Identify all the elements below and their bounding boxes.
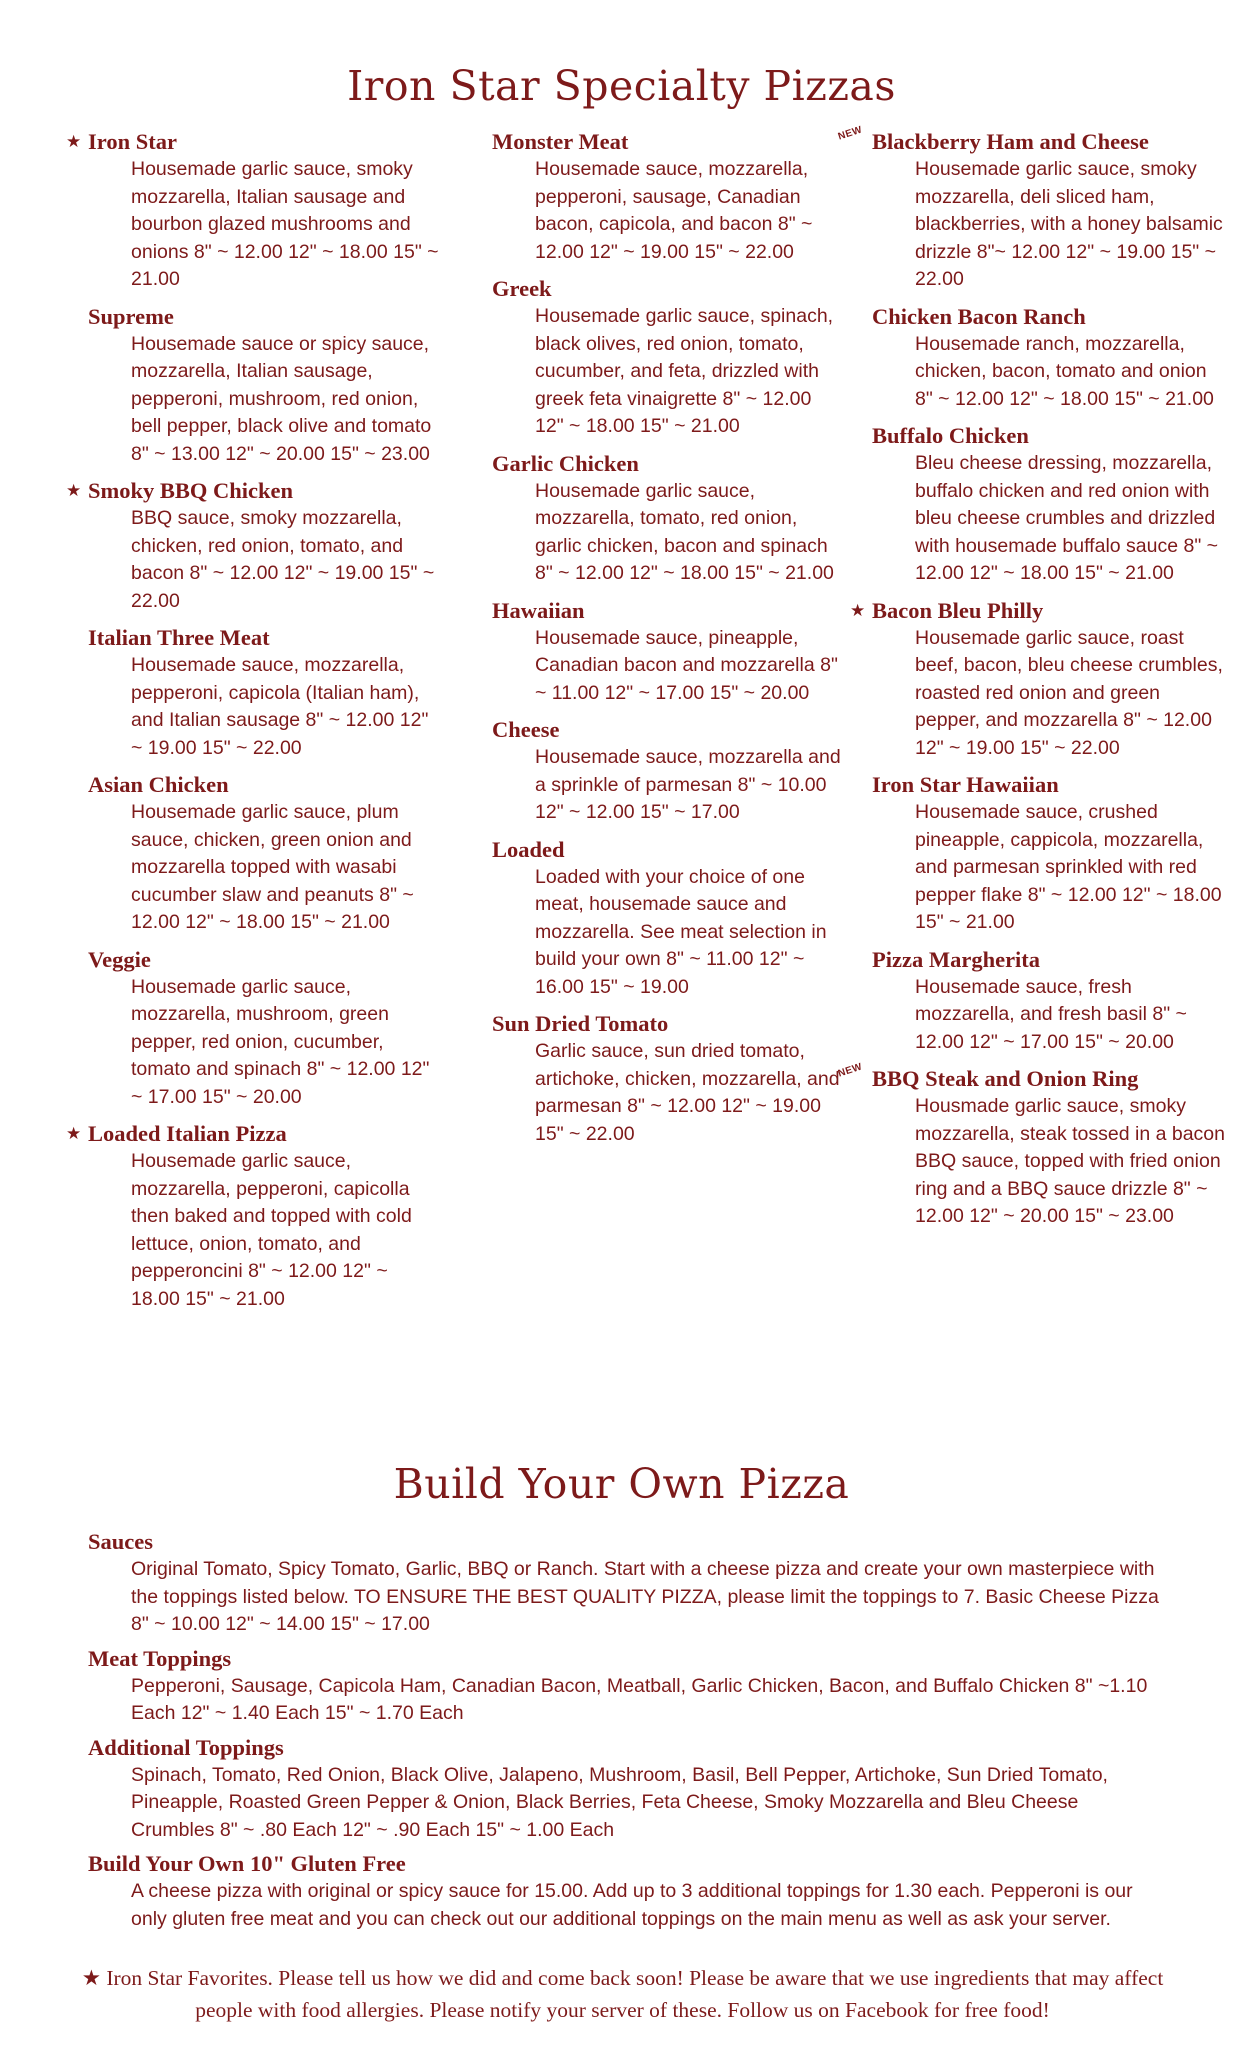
byo-section-name: Build Your Own 10" Gluten Free	[88, 1851, 406, 1876]
byo-section-desc: Spinach, Tomato, Red Onion, Black Olive, Jalapeno, Mushroom, Basil, Bell Pepper, Artichoke, Sun Dried Tomato, Pineapple, Roasted Green Pepper & Onion, Black Berries, Feta Cheese, Smoky Mozzarella and Bleu Cheese Crumbles 8" ~ .80 Each 12" ~ .90 Each 15" ~ 1.00 Each	[131, 1763, 1108, 1841]
menu-item	[66, 1120, 441, 1313]
menu-item-description: Housemade garlic sauce, plum sauce, chicken, green onion and mozzarella topped with wasabi cucumber slaw and peanuts 8" ~ 12.00 12" ~ 18.00 15" ~ 21.00	[131, 801, 414, 933]
menu-item-description: Housemade sauce, pineapple, Canadian bacon and mozzarella 8" ~ 11.00 12" ~ 17.00 15" ~ 20.00	[535, 626, 838, 704]
star-icon: ★	[66, 132, 82, 152]
menu-item-label: Loaded	[492, 836, 565, 862]
menu-item-label: Iron Star Hawaiian	[872, 772, 1059, 797]
menu-item	[66, 303, 441, 469]
menu-item-label: Asian Chicken	[88, 772, 229, 797]
menu-item	[836, 1061, 1226, 1231]
byo-section-desc: Original Tomato, Spicy Tomato, Garlic, BBQ or Ranch. Start with a cheese pizza and create your own masterpiece with the toppings listed below. TO ENSURE THE BEST QUALITY PIZZA, please limit the toppings to 7. Basic Cheese Pizza 8" ~ 10.00 12" ~ 14.00 15" ~ 17.00	[131, 1558, 1159, 1635]
menu-item-name	[66, 1120, 441, 1148]
menu-item	[66, 771, 441, 937]
menu-item	[66, 624, 441, 762]
menu-item-description: Loaded with your choice of one meat, housemade sauce and mozzarella. See meat selection in build your own 8" ~ 11.00 12" ~ 16.00 15" ~ 19.00	[535, 865, 827, 998]
menu-item-description: Housemade garlic sauce, smoky mozzarella, deli sliced ham, blackberries, with a honey balsamic drizzle 8"~ 12.00 12" ~ 19.00 15" ~ 22.00	[915, 158, 1223, 290]
menu-item-name	[470, 597, 845, 625]
menu-item-name	[836, 1061, 1225, 1093]
menu-item	[850, 422, 1225, 588]
menu-item-name	[470, 1010, 845, 1038]
menu-item-description: Housemade sauce, mozzarella and a sprinkle of parmesan 8" ~ 10.00 12" ~ 12.00 15" ~ 17.00	[535, 746, 841, 823]
byo-section-name: Additional Toppings	[88, 1734, 284, 1760]
menu-item-label: Garlic Chicken	[492, 450, 639, 476]
menu-item	[470, 1010, 845, 1148]
menu-item-name	[470, 836, 845, 864]
menu-item-name	[470, 128, 845, 156]
menu-item-name	[66, 946, 441, 974]
menu-item-label: BBQ Steak and Onion Ring	[872, 1066, 1139, 1091]
menu-item-description: Housemade sauce or spicy sauce, mozzarella, Italian sausage, pepperoni, mushroom, red onion, bell pepper, black olive and tomato 8" ~ 13.00 12" ~ 20.00 15" ~ 23.00	[131, 332, 432, 465]
menu-item-name	[850, 422, 1225, 450]
menu-item-description: Garlic sauce, sun dried tomato, artichoke, chicken, mozzarella, and parmesan 8" ~ 12.00 12" ~ 19.00 15" ~ 22.00	[535, 1040, 840, 1145]
menu-item	[836, 124, 1225, 294]
star-icon: ★	[66, 1124, 82, 1144]
menu-item-name	[470, 275, 845, 303]
menu-item-label: Buffalo Chicken	[872, 423, 1029, 448]
menu-column-2	[470, 128, 845, 1157]
menu-item-description: Housemade garlic sauce, spinach, black olives, red onion, tomato, cucumber, and feta, drizzled with greek feta vinaigrette 8" ~ 12.00 12" ~ 18.00 15" ~ 21.00	[535, 305, 834, 437]
menu-item	[470, 128, 845, 266]
menu-item-name	[850, 303, 1225, 331]
menu-item	[66, 128, 441, 294]
menu-item-name	[66, 303, 441, 331]
menu-item	[470, 716, 845, 827]
menu-column-3	[836, 124, 1226, 1240]
menu-item-description: Housemade sauce, mozzarella, pepperoni, sausage, Canadian bacon, capicola, and bacon 8" ~ 12.00 12" ~ 19.00 15" ~ 22.00	[535, 158, 813, 263]
menu-item	[850, 946, 1225, 1057]
footer-note	[60, 1962, 1185, 2026]
menu-item-name	[850, 771, 1225, 799]
menu-item-label: Cheese	[492, 717, 560, 742]
menu-column-1	[66, 128, 441, 1322]
menu-item-label: Iron Star	[88, 129, 177, 154]
menu-item-description: Housemade sauce, mozzarella, pepperoni, capicola (Italian ham), and Italian sausage 8" ~ 12.00 12" ~ 19.00 15" ~ 22.00	[131, 654, 429, 759]
build-your-own-title: Build Your Own Pizza	[393, 1460, 850, 1508]
menu-item-label: Italian Three Meat	[88, 625, 270, 650]
menu-item-label: Monster Meat	[492, 129, 629, 154]
star-icon: ★	[81, 1966, 101, 1990]
menu-item-name	[470, 450, 845, 478]
menu-item-label: Chicken Bacon Ranch	[872, 303, 1086, 329]
menu-item-description: Housemade sauce, crushed pineapple, cappicola, mozzarella, and parmesan sprinkled with red pepper flake 8" ~ 12.00 12" ~ 18.00 15" ~ 21.00	[915, 801, 1222, 933]
menu-item	[850, 771, 1225, 937]
byo-section-desc: Pepperoni, Sausage, Capicola Ham, Canadian Bacon, Meatball, Garlic Chicken, Bacon, and Buffalo Chicken 8" ~1.10 Each 12" ~ 1.40 Each 15" ~ 1.70 Each	[131, 1674, 1148, 1724]
menu-item-name	[66, 477, 441, 505]
menu-item-name	[850, 946, 1225, 974]
new-badge: NEW	[836, 1061, 864, 1080]
menu-item	[470, 597, 845, 708]
menu-item	[850, 303, 1225, 414]
menu-item-label: Supreme	[88, 303, 174, 329]
menu-item-description: Housemade garlic sauce, mozzarella, pepperoni, capicolla then baked and topped with cold lettuce, onion, tomato, and pepperoncini 8" ~ 12.00 12" ~ 18.00 15" ~ 21.00	[131, 1150, 412, 1310]
menu-item	[850, 597, 1225, 763]
menu-item-name	[66, 128, 441, 156]
menu-item-description: Housemade ranch, mozzarella, chicken, bacon, tomato and onion 8" ~ 12.00 12" ~ 18.00 15" ~ 21.00	[915, 332, 1214, 410]
menu-item	[470, 836, 845, 1002]
menu-item-description: Bleu cheese dressing, mozzarella, buffalo chicken and red onion with bleu cheese crumbles and drizzled with housemade buffalo sauce 8" ~ 12.00 12" ~ 18.00 15" ~ 21.00	[915, 452, 1219, 584]
menu-item-name	[66, 624, 441, 652]
byo-section	[66, 1645, 1166, 1728]
star-icon: ★	[850, 600, 866, 621]
menu-item-description: Housemade garlic sauce, mozzarella, tomato, red onion, garlic chicken, bacon and spinach 8" ~ 12.00 12" ~ 18.00 15" ~ 21.00	[535, 479, 834, 584]
menu-item-label: Pizza Margherita	[872, 946, 1041, 972]
menu-item-label: Loaded Italian Pizza	[88, 1121, 287, 1146]
menu-item	[470, 450, 845, 588]
menu-item-label: Greek	[492, 276, 552, 301]
byo-section-desc: A cheese pizza with original or spicy sauce for 15.00. Add up to 3 additional toppings for 1.30 each. Pepperoni is our only gluten free meat and you can check out our additional toppings on the main menu as well as ask your server.	[131, 1880, 1133, 1930]
byo-section-name: Sauces	[88, 1529, 154, 1554]
build-your-own-sections	[66, 1528, 1166, 1939]
star-icon: ★	[66, 481, 82, 501]
menu-item-name	[470, 716, 845, 744]
byo-section	[66, 1528, 1166, 1639]
menu-item-label: Blackberry Ham and Cheese	[872, 129, 1149, 154]
menu-item	[470, 275, 845, 441]
menu-item-description: Housemade sauce, fresh mozzarella, and fresh basil 8" ~ 12.00 12" ~ 17.00 15" ~ 20.00	[915, 975, 1187, 1053]
menu-item	[66, 477, 441, 615]
page-title: Iron Star Specialty Pizzas	[347, 62, 896, 110]
menu-item-description: Housemade garlic sauce, mozzarella, mushroom, green pepper, red onion, cucumber, tomato and spinach 8" ~ 12.00 12" ~ 17.00 15" ~ 20.00	[131, 975, 430, 1108]
menu-item-description: Housmade garlic sauce, smoky mozzarella, steak tossed in a bacon BBQ sauce, topped with fried onion ring and a BBQ sauce drizzle 8" ~ 12.00 12" ~ 20.00 15" ~ 23.00	[915, 1095, 1226, 1227]
menu-item-label: Sun Dried Tomato	[492, 1011, 669, 1036]
new-badge: NEW	[836, 124, 864, 143]
byo-section	[66, 1850, 1166, 1933]
menu-item-label: Smoky BBQ Chicken	[88, 478, 294, 503]
menu-item-name	[836, 124, 1225, 156]
byo-section-name: Meat Toppings	[88, 1645, 232, 1671]
menu-item-name	[66, 771, 441, 799]
menu-item-label: Hawaiian	[492, 597, 585, 623]
menu-item-label: Veggie	[88, 946, 151, 972]
footer-text: Iron Star Favorites. Please tell us how we did and come back soon! Please be aware that we use ingredients that may affect people with food allergies. Please notify your server of these. Follow us on Facebook for free food!	[106, 1966, 1164, 2022]
menu-item-name	[850, 597, 1225, 625]
byo-section	[66, 1734, 1166, 1845]
menu-item-description: BBQ sauce, smoky mozzarella, chicken, red onion, tomato, and bacon 8" ~ 12.00 12" ~ 19.00 15" ~ 22.00	[131, 507, 435, 612]
menu-item-description: Housemade garlic sauce, roast beef, bacon, bleu cheese crumbles, roasted red onion and green pepper, and mozzarella 8" ~ 12.00 12" ~ 19.00 15" ~ 22.00	[915, 626, 1223, 759]
menu-item-description: Housemade garlic sauce, smoky mozzarella, Italian sausage and bourbon glazed mushrooms and onions 8" ~ 12.00 12" ~ 18.00 15" ~ 21.00	[131, 158, 439, 290]
menu-item	[66, 946, 441, 1112]
menu-item-label: Bacon Bleu Philly	[872, 597, 1044, 623]
